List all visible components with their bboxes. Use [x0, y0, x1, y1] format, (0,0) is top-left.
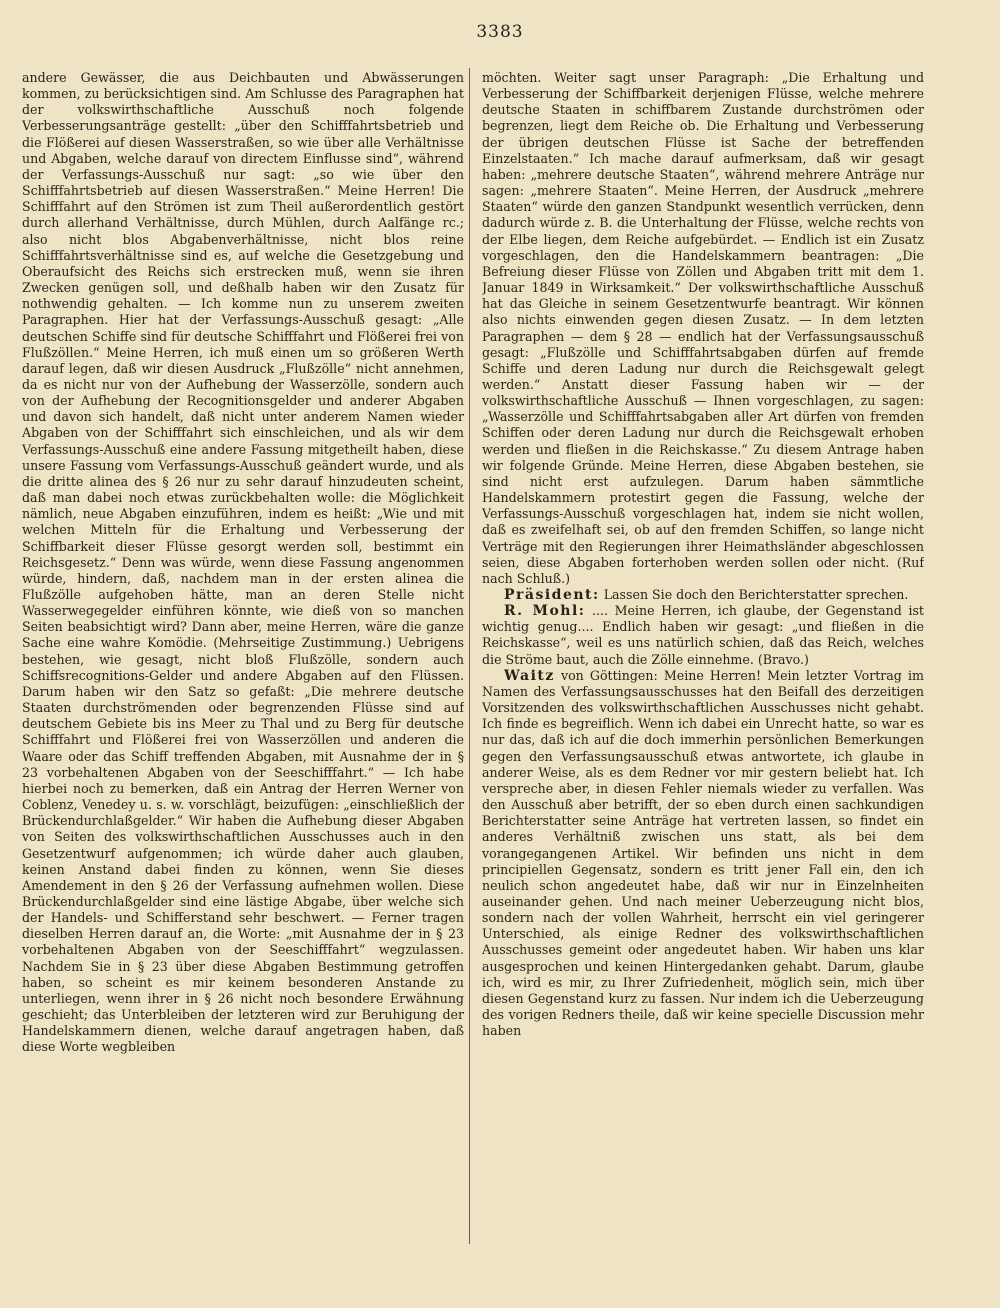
president-statement [482, 587, 924, 603]
left-column [22, 70, 464, 1290]
speaker-president: Präsident: [504, 587, 600, 603]
left-paragraph: andere Gewässer, die aus Deichbauten und Abwässerungen kommen, zu berücksichtigen sind. Am Schlusse des Paragraphen hat der volkswirthschaftliche Ausschuß noch folgende Verbesserungsanträge gestellt: „über den Schifffahrtsbetrieb und die Flößerei auf diesen Wasserstraßen, so wie über alle Verhältnisse und Abgaben, welche darauf von directem Einflusse sind“, während der Verfassungs-Ausschuß nur sagt: „so wie über den Schifffahrtsbetrieb auf diesen Wasserstraßen.“ Meine Herren! Die Schifffahrt auf den Strömen ist zum Theil außerordentlich gestört durch allerhand Verhältnisse, durch Mühlen, durch Aalfänge rc.; also nicht blos Abgabenverhältnisse, nicht blos reine Schifffahrtsverhältnisse sind es, auf welche die Gesetzgebung und Oberaufsicht des Reichs sich erstrecken muß, wenn sie ihren Zwecken genügen soll, und deßhalb haben wir den Zusatz für nothwendig gehalten. — Ich komme nun zu unserem zweiten Paragraphen. Hier hat der Verfassungs-Ausschuß gesagt: „Alle deutschen Schiffe sind für deutsche Schifffahrt und Flößerei frei von Flußzöllen.“ Meine Herren, ich muß einen um so größeren Werth darauf legen, daß wir diesen Ausdruck „Flußzölle“ nicht annehmen, da es nicht nur von der Aufhebung der Wasserzölle, sondern auch von der Aufhebung der Recognitionsgelder und anderer Abgaben und davon sich handelt, daß nicht unter anderem Namen wieder Abgaben von der Schifffahrt sich einschleichen, und als wir dem Verfassungs-Ausschuß eine andere Fassung mitgetheilt haben, diese unsere Fassung vom Verfassungs-Ausschuß geändert wurde, und als die dritte alinea des § 26 nur zu sehr darauf hinzudeuten scheint, daß man dabei noch etwas zurückbehalten wolle: die Möglichkeit nämlich, neue Abgaben einzuführen, indem es heißt: „Wie und mit welchen Mitteln für die Erhaltung und Verbesserung der Schiffbarkeit dieser Flüsse gesorgt werden soll, bestimmt ein Reichsgesetz.“ Denn was würde, wenn diese Fassung angenommen würde, hindern, daß, nachdem man in der ersten alinea die Flußzölle aufgehoben hätte, man an deren Stelle nicht Wasserwegegelder einführen könnte, wie dieß von so manchen Seiten beabsichtigt wird? Dann aber, meine Herren, wäre die ganze Sache eine wahre Komödie. (Mehrseitige Zustimmung.) Uebrigens bestehen, wie gesagt, nicht bloß Flußzölle, sondern auch Schiffsrecognitions-Gelder und andere Abgaben auf den Flüssen. Darum haben wir den Satz so gefaßt: „Die mehrere deutsche Staaten durchströmenden oder begrenzenden Flüsse sind auf deutschem Gebiete bis ins Meer zu Thal und zu Berg für deutsche Schifffahrt und Flößerei frei von Wasserzöllen und anderen die Waare oder das Schiff treffenden Abgaben, mit Ausnahme der in § 23 vorbehaltenen Abgaben von der Seeschifffahrt.“ — Ich habe hierbei noch zu bemerken, daß ein Antrag der Herren Werner von Coblenz, Venedey u. s. w. vorschlägt, beizufügen: „einschließlich der Brückendurchlaßgelder.“ Wir haben die Aufhebung dieser Abgaben von Seiten des volkswirthschaftlichen Ausschusses auch in den Gesetzentwurf aufgenommen; ich würde daher auch glauben, keinen Anstand dabei finden zu können, wenn Sie dieses Amendement in den § 26 der Verfassung aufnehmen wollen. Diese Brückendurchlaßgelder sind eine lästige Abgabe, über welche sich der Handels- und Schifferstand sehr beschwert. — Ferner tragen dieselben Herren darauf an, die Worte: „mit Ausnahme der in § 23 vorbehaltenen Abgaben von der Seeschifffahrt“ wegzulassen. Nachdem Sie in § 23 über diese Abgaben Bestimmung getroffen haben, so scheint es mir keinem besonderen Anstande zu unterliegen, wenn ihrer in § 26 nicht noch besondere Erwähnung geschieht; das Unterbleiben der letzteren wird zur Beruhigung der Handelskammern dienen, welche darauf angetragen haben, daß diese Worte wegbleiben [22, 70, 464, 1055]
speaker-mohl: R. Mohl: [504, 603, 586, 620]
mohl-text: .... Meine Herren, ich glaube, der Gegenstand ist wichtig genug.... Endlich haben wir gesagt: „und fließen in die Reichskasse“, weil es uns natürlich schien, daß das Reich, welches die Ströme baut, auch die Zölle einnehme. (Bravo.) [482, 603, 924, 667]
column-divider [469, 68, 470, 1244]
president-text: Lassen Sie doch den Berichterstatter sprechen. [599, 587, 909, 602]
waitz-statement [482, 668, 924, 1040]
right-column [482, 70, 924, 1290]
speaker-waitz: Waitz [504, 667, 555, 684]
waitz-text: von Göttingen: Meine Herren! Mein letzter Vortrag im Namen des Verfassungsausschusses hat den Beifall des derzeitigen Vorsitzenden des volkswirthschaftlichen Ausschusses nicht gehabt. Ich finde es begreiflich. Wenn ich dabei ein Unrecht hatte, so war es nur das, daß ich auf die doch immerhin persönlichen Bemerkungen gegen den Verfassungsausschuß etwas antwortete, ich glaube in anderer Weise, als es dem Redner vor mir gestern beliebt hat. Ich verspreche aber, in diesen Fehler niemals wieder zu verfallen. Was den Ausschuß aber betrifft, der so eben durch einen sachkundigen Berichterstatter seine Anträge hat vertreten lassen, so findet ein anderes Verhältniß zwischen uns statt, als bei dem vorangegangenen Artikel. Wir befinden uns nicht in dem principiellen Gegensatz, sondern es tritt jener Fall ein, den ich neulich schon angedeutet habe, daß wir nur in Einzelnheiten auseinander gehen. Und nach meiner Ueberzeugung nicht blos, sondern nach der vollen Wahrheit, herrscht ein viel geringerer Unterschied, als einige Redner des volkswirthschaftlichen Ausschusses gemeint oder angedeutet haben. Wir haben uns klar ausgesprochen und keinen Hintergedanken gehabt. Darum, glaube ich, wird es mir, zu Ihrer Zufriedenheit, möglich sein, mich über diesen Gegenstand kurz zu fassen. Nur indem ich die Ueberzeugung des vorigen Redners theile, daß wir keine specielle Discussion mehr haben [482, 667, 924, 1039]
right-paragraph: möchten. Weiter sagt unser Paragraph: „Die Erhaltung und Verbesserung der Schiffbarkeit derjenigen Flüsse, welche mehrere deutsche Staaten in schiffbarem Zustande durchströmen oder begrenzen, liegt dem Reiche ob. Die Erhaltung und Verbesserung der übrigen deutschen Flüsse ist Sache der betreffenden Einzelstaaten.“ Ich mache darauf aufmerksam, daß wir gesagt haben: „mehrere deutsche Staaten“, während mehrere Anträge nur sagen: „mehrere Staaten“. Meine Herren, der Ausdruck „mehrere Staaten“ würde den ganzen Standpunkt wesentlich verrücken, denn dadurch würde z. B. die Unterhaltung der Flüsse, welche rechts von der Elbe liegen, dem Reiche aufgebürdet. — Endlich ist ein Zusatz vorgeschlagen, den die Handelskammern beantragen: „Die Befreiung dieser Flüsse von Zöllen und Abgaben tritt mit dem 1. Januar 1849 in Wirksamkeit.“ Der volkswirthschaftliche Ausschuß hat das Gleiche in seinem Gesetzentwurfe beantragt. Wir können also nichts einwenden gegen diesen Zusatz. — In dem letzten Paragraphen — dem § 28 — endlich hat der Verfassungsausschuß gesagt: „Flußzölle und Schifffahrtsabgaben dürfen auf fremde Schiffe und deren Ladung nur durch die Reichsgewalt gelegt werden.“ Anstatt dieser Fassung haben wir — der volkswirthschaftliche Ausschuß — Ihnen vorgeschlagen, zu sagen: „Wasserzölle und Schifffahrtsabgaben aller Art dürfen von fremden Schiffen oder deren Ladung nur durch die Reichsgewalt erhoben werden und fließen in die Reichskasse.“ Zu diesem Antrage haben wir folgende Gründe. Meine Herren, diese Abgaben bestehen, sie sind nicht erst aufzulegen. Darum haben sämmtliche Handelskammern protestirt gegen die Fassung, welche der Verfassungs-Ausschuß vorgeschlagen hat, indem sie nicht wollen, daß es zweifelhaft sei, ob auf den fremden Schiffen, so lange nicht Verträge mit den Regierungen ihrer Heimathsländer abgeschlossen seien, diese Abgaben forterhoben werden sollen oder nicht. (Ruf nach Schluß.) [482, 70, 924, 586]
page-number: 3383 [476, 22, 524, 42]
mohl-statement [482, 603, 924, 668]
